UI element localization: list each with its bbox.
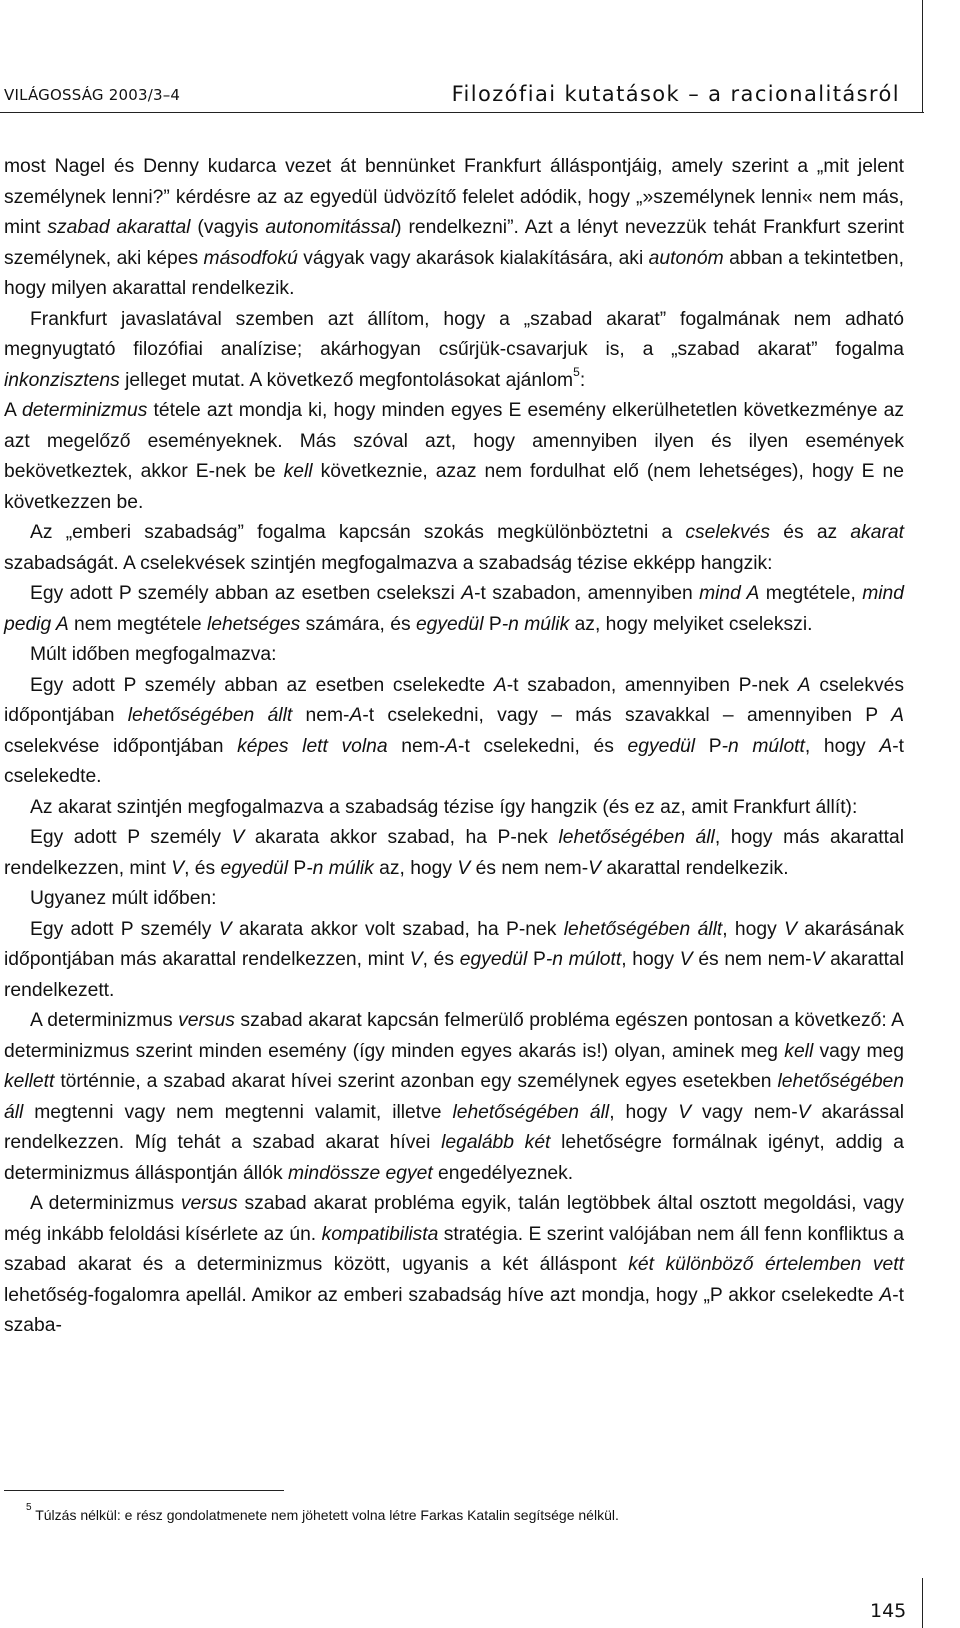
paragraph: A determinizmus versus szabad akarat probléma egyik, talán legtöbbek által osztott megoldási, vagy még inkább feloldási kísérlete az ún. kompatibilista stratégia. E szerint valójában nem áll fenn konfliktus a szabad akarat és a determinizmus között, ugyanis a két álláspont két különböző értelemben vett lehetőség-fogalomra apellál. Amikor az emberi szabadság híve azt mondja, hogy „P akkor cselekedte A-t szaba- (4, 1193, 904, 1336)
thesis-statement: Egy adott P személy V akarata akkor volt szabad, ha P-nek lehetőségében állt, hogy V akarásának időpontjában más akarattal rendelkezzen, mint V, és egyedül P-n múlott, hogy V és nem nem-V akarattal rendelkezett. (4, 918, 905, 1001)
article-body (4, 152, 904, 1342)
thesis-statement: Egy adott P személy abban az esetben cselekedte A-t szabadon, amennyiben P-nek A cselekvés időpontjában lehetőségében állt nem-A-t cselekedni, vagy – más szavakkal – amennyiben P A cselekvése időpontjában képes lett volna nem-A-t cselekedni, és egyedül P-n múlott, hogy A-t cselekedte. (4, 674, 905, 787)
footnote-text: Túlzás nélkül: e rész gondolatmenete nem jöhetett volna létre Farkas Katalin segítsége nélkül. (35, 1507, 619, 1523)
footnote-marker: 5 (26, 1502, 32, 1514)
paragraph: Az akarat szintjén megfogalmazva a szabadság tézise így hangzik (és ez az, amit Frankfurt állít): (30, 796, 858, 818)
paragraph: Ugyanez múlt időben: (30, 888, 217, 909)
running-title: Filozófiai kutatások – a racionalitásról (451, 82, 900, 106)
paragraph: Múlt időben megfogalmazva: (30, 644, 277, 665)
paragraph: A determinizmus tétele azt mondja ki, hogy minden egyes E esemény elkerülhetetlen következménye az azt megelőző eseményeknek. Más szóval azt, hogy amennyiben ilyen és ilyen események bekövetkeztek, akkor E-nek be kell következnie, azaz nem fordulhat elő (nem lehetséges), hogy E ne következzen be. (4, 400, 905, 513)
footnote-reference[interactable]: 5 (573, 365, 580, 380)
footnote (26, 1502, 619, 1523)
right-margin-rule-bottom (922, 1578, 923, 1628)
paragraph: most Nagel és Denny kudarca vezet át bennünket Frankfurt álláspontjáig, amely szerint a „mit jelent személynek lenni?” kérdésre az az egyedül üdvözítő felelet adódik, hogy „»személynek lenni« nem más, mint szabad akarattal (vagyis autonomitással) rendelkezni”. Azt a lényt nevezzük tehát Frankfurt szerint személynek, aki képes másodfokú vágyak vagy akarások kialakítására, aki autonóm abban a tekintetben, hogy milyen akarattal rendelkezik. (4, 156, 904, 299)
thesis-statement: Egy adott P személy V akarata akkor szabad, ha P-nek lehetőségében áll, hogy más akarattal rendelkezzen, mint V, és egyedül P-n múlik az, hogy V és nem nem-V akarattal rendelkezik. (4, 827, 905, 879)
paragraph: A determinizmus versus szabad akarat kapcsán felmerülő probléma egészen pontosan a következő: A determinizmus szerint minden esemény (így minden egyes akarás is!) olyan, aminek meg kell vagy meg kellett történnie, a szabad akarat hívei szerint azonban egy személynek egyes esetekben lehetőségében áll megtenni vagy nem megtenni valamit, illetve lehetőségében áll, hogy V vagy nem-V akarással rendelkezzen. Míg tehát a szabad akarat hívei legalább két lehetőségre formálnak igényt, addig a determinizmus álláspontján állók mindössze egyet engedélyeznek. (4, 1010, 904, 1184)
paragraph: Az „emberi szabadság” fogalma kapcsán szokás megkülönböztetni a cselekvés és az akarat szabadságát. A cselekvések szintjén megfogalmazva a szabadság tézise ekképp hangzik: (4, 522, 904, 574)
page-number: 145 (870, 1600, 907, 1622)
journal-issue: VILÁGOSSÁG 2003/3–4 (4, 86, 181, 104)
thesis-statement: Egy adott P személy abban az esetben cselekszi A-t szabadon, amennyiben mind A megtétele, mind pedig A nem megtétele lehetséges számára, és egyedül P-n múlik az, hogy melyiket cselekszi. (4, 583, 904, 635)
right-margin-rule-top (922, 0, 923, 113)
footnote-divider (4, 1490, 284, 1491)
header-rule (0, 112, 924, 113)
paragraph: Frankfurt javaslatával szemben azt állítom, hogy a „szabad akarat” fogalmának nem adható megnyugtató filozófiai analízise; akárhogyan csűrjük-csavarjuk is, a „szabad akarat” fogalma inkonzisztens jelleget mutat. A következő megfontolásokat ajánlom$^5$: (4, 308, 904, 391)
